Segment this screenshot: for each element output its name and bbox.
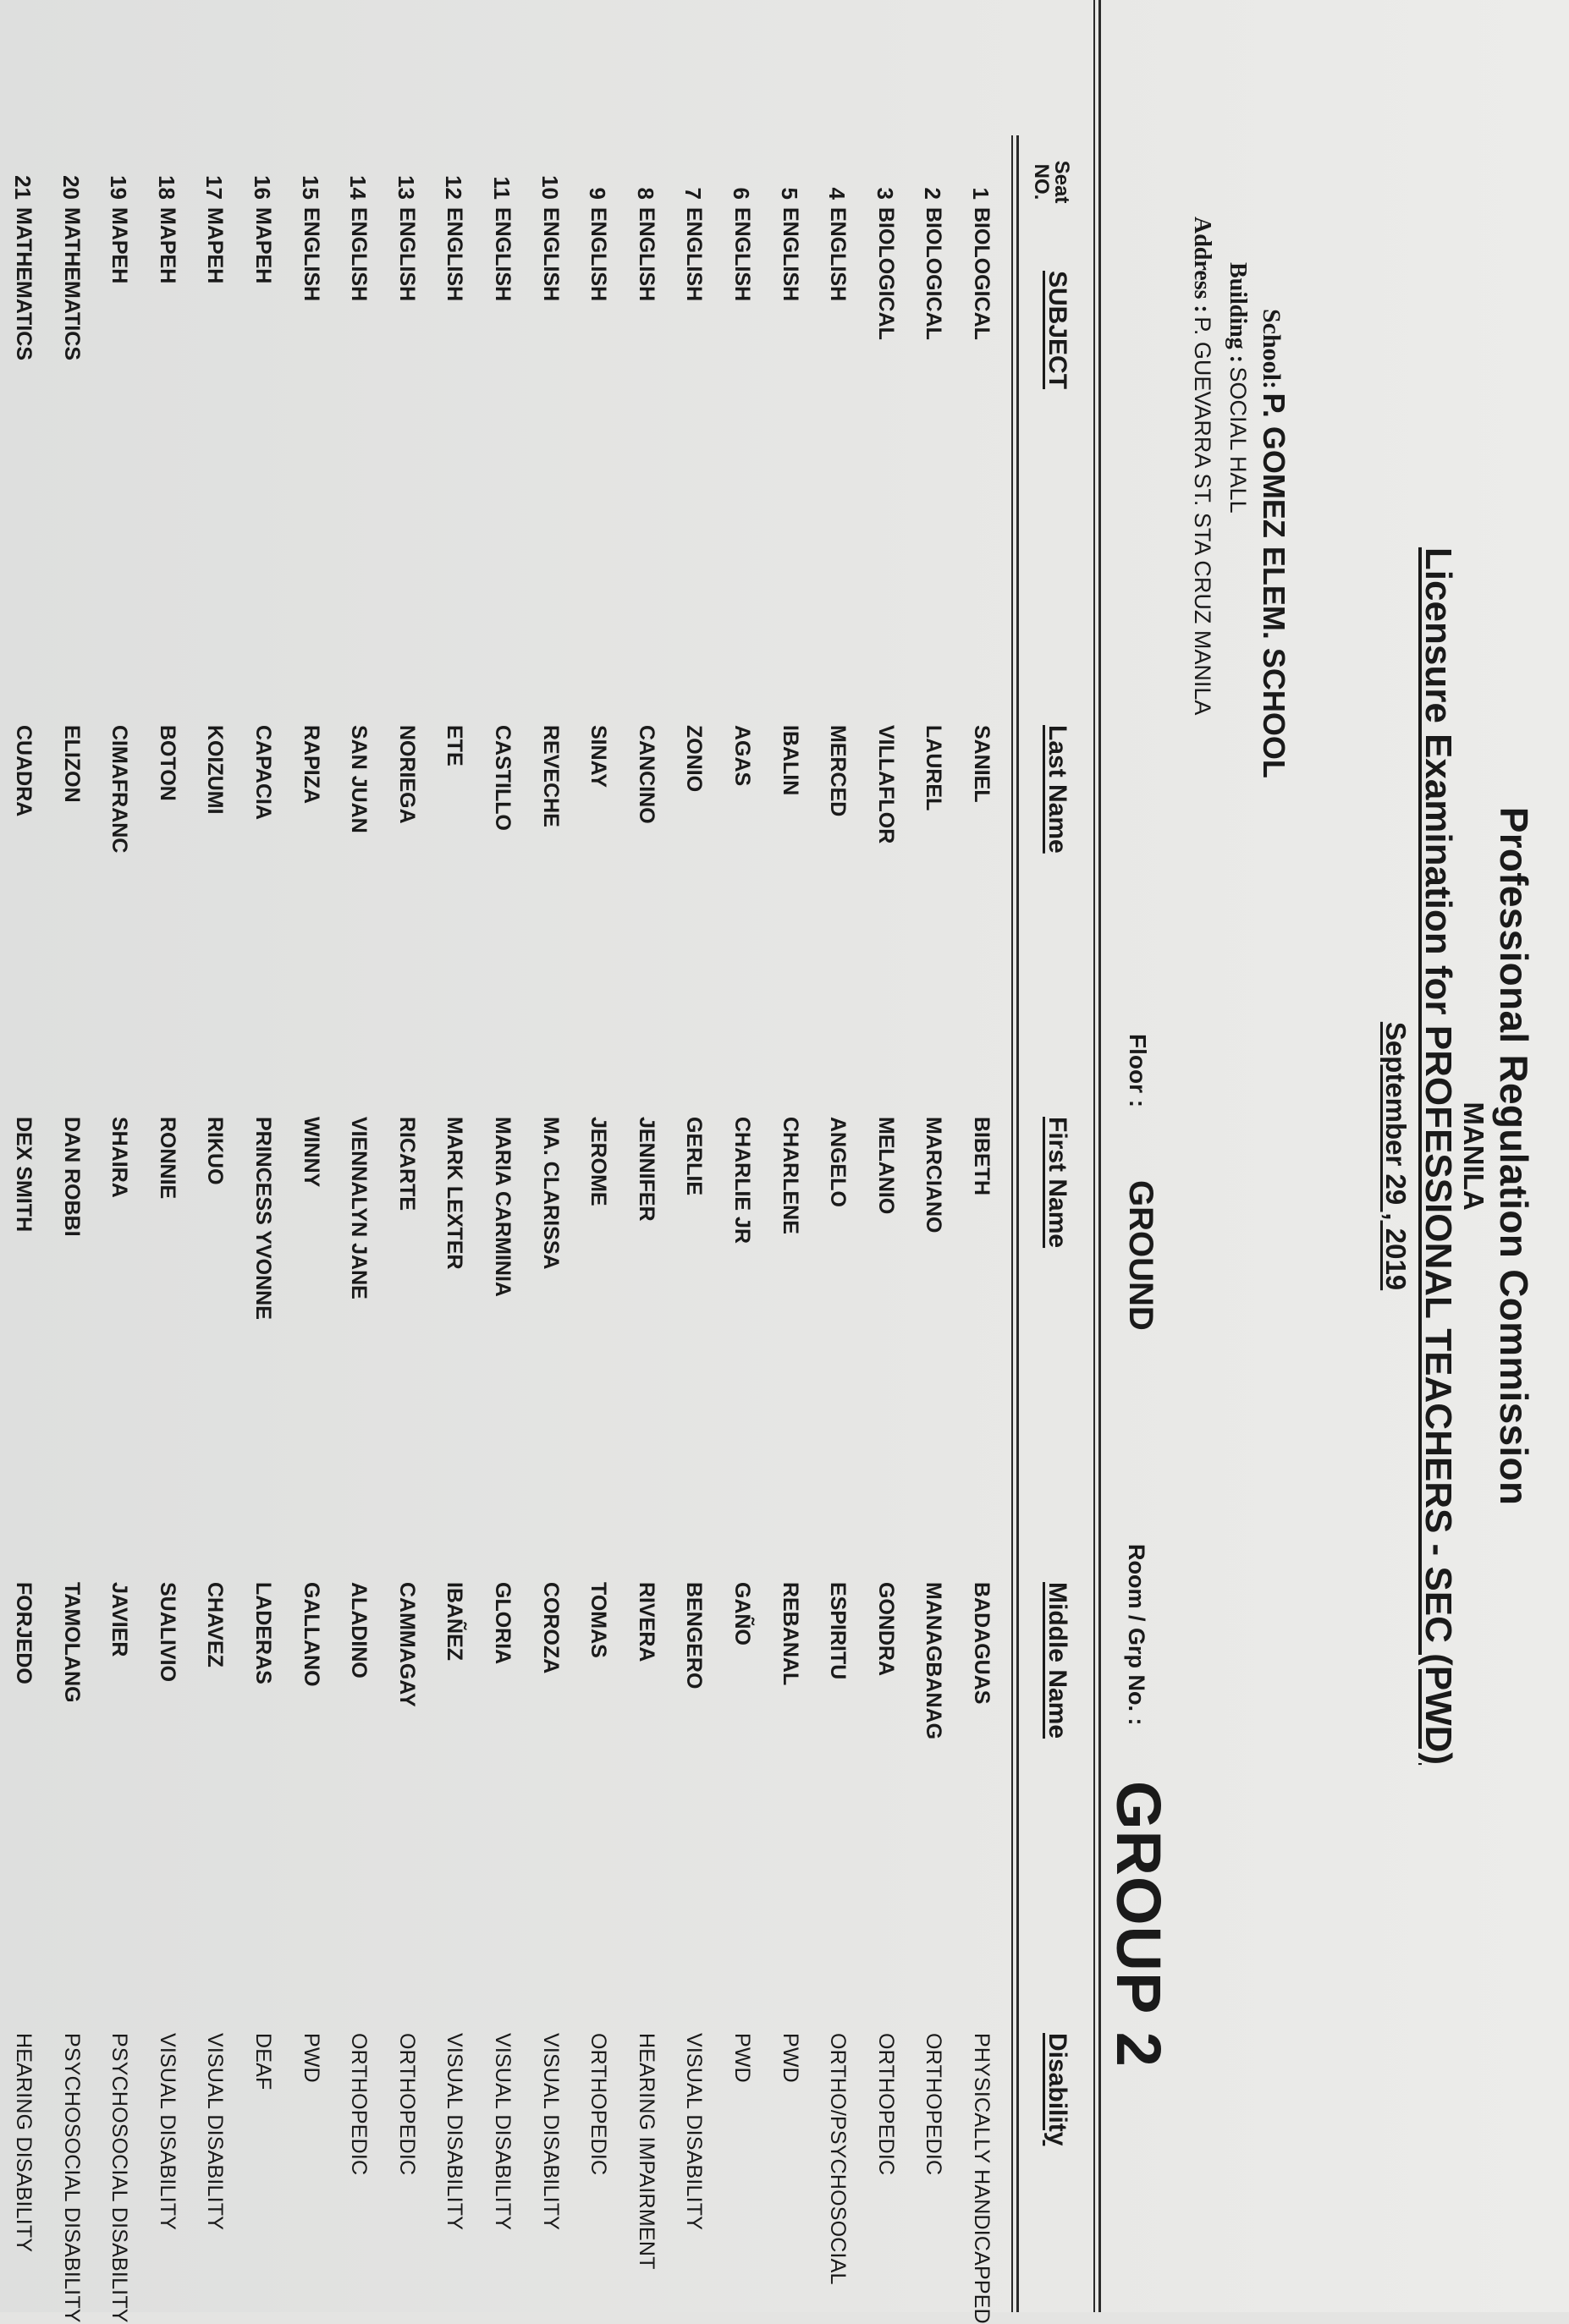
room-label: Room / Grp No. : [1124, 1544, 1149, 1726]
subject-cell: BIOLOGICAL [970, 207, 994, 340]
subject-cell: ENGLISH [443, 207, 467, 302]
column-header-last-name: Last Name [1043, 725, 1071, 854]
first-name-cell: RIKUO [203, 1117, 228, 1185]
disability-cell: HEARING IMPAIRMENT [634, 2033, 658, 2270]
disability-cell: HEARING DISABILITY [12, 2033, 36, 2253]
header-divider [1098, 0, 1101, 2312]
middle-name-cell: ALADINO [347, 1582, 372, 1678]
floor-value: GROUND [1122, 1180, 1159, 1331]
first-name-cell: GERLIE [682, 1117, 707, 1196]
first-name-cell: RONNIE [155, 1117, 179, 1200]
first-name-cell: BIBETH [970, 1117, 994, 1196]
table-row [36, 0, 84, 2323]
disability-cell: ORTHOPEDIC [347, 2033, 372, 2176]
table-row [850, 0, 898, 2312]
first-name-cell: MARIA CARMINIA [491, 1117, 515, 1297]
disability-cell: VISUAL DISABILITY [443, 2033, 467, 2231]
seat-number: 9 [585, 187, 611, 200]
subject-cell: MAPEH [155, 207, 179, 284]
exam-title: Licensure Examination for PROFESSIONAL TEACHERS - SEC (PWD) [1418, 547, 1459, 1766]
middle-name-cell: FORJEDO [12, 1582, 36, 1684]
subject-cell: ENGLISH [826, 207, 851, 302]
middle-name-cell: GONDRA [873, 1582, 898, 1677]
subject-cell: ENGLISH [682, 207, 707, 302]
last-name-cell: CUADRA [12, 725, 36, 817]
first-name-cell: PRINCESS YVONNE [251, 1117, 276, 1320]
subject-cell: MATHEMATICS [12, 207, 36, 360]
table-row [898, 0, 946, 2312]
last-name-cell: SANIEL [970, 725, 994, 803]
table-row [84, 0, 132, 2323]
last-name-cell: SAN JUAN [347, 725, 372, 833]
table-row [802, 0, 851, 2312]
disability-cell: ORTHOPEDIC [922, 2033, 946, 2176]
group-value: GROUP 2 [1104, 1781, 1174, 2068]
subject-cell: ENGLISH [586, 207, 611, 302]
seat-number: 6 [729, 187, 755, 200]
last-name-cell: REVECHE [538, 725, 563, 827]
middle-name-cell: ESPIRITU [826, 1582, 851, 1680]
seat-number: 2 [920, 187, 946, 200]
first-name-cell: MARCIANO [922, 1117, 946, 1233]
middle-name-cell: CHAVEZ [203, 1582, 228, 1667]
first-name-cell: DEX SMITH [12, 1117, 36, 1233]
middle-name-cell: COROZA [538, 1582, 563, 1674]
commission-title: Professional Regulation Commission [1492, 806, 1536, 1506]
last-name-cell: CANCINO [634, 725, 658, 824]
seat-number: 8 [632, 187, 658, 200]
seat-number: 19 [106, 175, 132, 200]
middle-name-cell: JAVIER [107, 1582, 132, 1657]
table-row [179, 0, 228, 2312]
seat-number: 5 [776, 187, 802, 200]
subject-cell: ENGLISH [491, 207, 515, 302]
seat-number: 20 [58, 175, 84, 200]
seat-number: 12 [441, 175, 467, 200]
middle-name-cell: TAMOLANG [59, 1582, 84, 1703]
last-name-cell: CAPACIA [251, 725, 276, 821]
table-row [371, 0, 419, 2312]
disability-cell: VISUAL DISABILITY [491, 2033, 515, 2231]
seat-number: 21 [10, 175, 36, 200]
last-name-cell: CASTILLO [491, 725, 515, 831]
seat-number: 15 [297, 175, 323, 200]
middle-name-cell: TOMAS [586, 1582, 611, 1658]
middle-name-cell: BENGERO [682, 1582, 707, 1689]
address-value: P. GUEVARRA ST. STA CRUZ MANILA [1190, 316, 1215, 716]
address-label: Address : [1189, 217, 1215, 313]
table-row [323, 0, 372, 2312]
table-row [754, 0, 802, 2312]
column-header-disability: Disability [1043, 2033, 1071, 2146]
first-name-cell: SHAIRA [107, 1117, 132, 1198]
first-name-cell: DAN ROBBI [59, 1117, 84, 1237]
floor-room-row [1104, 0, 1174, 2312]
subject-cell: BIOLOGICAL [873, 207, 898, 340]
column-header-middle-name: Middle Name [1043, 1582, 1071, 1739]
disability-cell: VISUAL DISABILITY [155, 2033, 179, 2231]
disability-cell: ORTHOPEDIC [873, 2033, 898, 2176]
first-name-cell: WINNY [299, 1117, 323, 1188]
last-name-cell: SINAY [586, 725, 611, 788]
seat-number: 4 [824, 187, 851, 200]
subject-cell: ENGLISH [394, 207, 419, 302]
subject-cell: ENGLISH [299, 207, 323, 302]
subject-cell: ENGLISH [778, 207, 802, 302]
disability-cell: VISUAL DISABILITY [203, 2033, 228, 2231]
seat-number: 11 [489, 176, 515, 200]
middle-name-cell: CAMMAGAY [394, 1582, 419, 1707]
first-name-cell: MA. CLARISSA [538, 1117, 563, 1270]
first-name-cell: JEROME [586, 1117, 611, 1206]
column-header-seat: Seat NO. [1030, 160, 1073, 204]
middle-name-cell: GALLANO [299, 1582, 323, 1687]
seat-number: 3 [872, 187, 898, 200]
header-divider-thin [1093, 0, 1095, 2312]
seat-number: 1 [968, 187, 994, 200]
table-row [419, 0, 467, 2312]
building-name: SOCIAL HALL [1225, 366, 1251, 514]
last-name-cell: NORIEGA [394, 725, 419, 824]
table-row [658, 0, 707, 2312]
disability-cell: ORTHOPEDIC [586, 2033, 611, 2176]
table-row [131, 0, 179, 2312]
seat-number: 13 [393, 175, 419, 200]
table-row [945, 0, 994, 2324]
last-name-cell: ZONIO [682, 725, 707, 793]
disability-cell: ORTHO/PSYCHOSOCIAL [826, 2033, 851, 2285]
last-name-cell: CIMAFRANC [107, 725, 132, 854]
column-header-subject: SUBJECT [1043, 271, 1071, 390]
subject-cell: MATHEMATICS [59, 207, 84, 360]
first-name-cell: VIENNALYN JANE [347, 1117, 372, 1299]
building-label: Building : [1225, 262, 1251, 364]
first-name-cell: CHARLENE [778, 1117, 802, 1234]
subject-cell: ENGLISH [730, 207, 755, 302]
disability-cell: DEAF [251, 2033, 276, 2091]
disability-cell: ORTHOPEDIC [394, 2033, 419, 2176]
disability-cell: PSYCHOSOCIAL DISABILITY [59, 2033, 84, 2323]
table-row [275, 0, 323, 2312]
subject-cell: ENGLISH [634, 207, 658, 302]
first-name-cell: CHARLIE JR [730, 1117, 755, 1244]
first-name-cell: MARK LEXTER [443, 1117, 467, 1270]
table-row [0, 0, 36, 2312]
middle-name-cell: GLORIA [491, 1582, 515, 1665]
seat-number: 17 [201, 175, 228, 200]
seat-number: 16 [250, 175, 276, 200]
disability-cell: VISUAL DISABILITY [682, 2033, 707, 2231]
last-name-cell: KOIZUMI [203, 725, 228, 815]
middle-name-cell: RIVERA [634, 1582, 658, 1662]
first-name-cell: MELANIO [873, 1117, 898, 1215]
subject-cell: MAPEH [203, 207, 228, 284]
disability-cell: VISUAL DISABILITY [538, 2033, 563, 2231]
subject-cell: ENGLISH [538, 207, 563, 302]
first-name-cell: ANGELO [826, 1117, 851, 1207]
first-name-cell: JENNIFER [634, 1117, 658, 1222]
floor-label: Floor : [1125, 1034, 1151, 1108]
disability-cell: PSYCHOSOCIAL DISABILITY [107, 2033, 132, 2323]
seat-number: 14 [345, 175, 372, 200]
table-row [563, 0, 611, 2312]
middle-name-cell: SUALIVIO [155, 1582, 179, 1683]
last-name-cell: MERCED [826, 725, 851, 817]
first-name-cell: RICARTE [394, 1117, 419, 1211]
last-name-cell: VILLAFLOR [873, 725, 898, 844]
last-name-cell: RAPIZA [299, 725, 323, 805]
table-row [228, 0, 276, 2312]
subject-cell: MAPEH [251, 207, 276, 284]
seat-number: 10 [537, 175, 563, 200]
disability-cell: PWD [299, 2033, 323, 2083]
subject-cell: ENGLISH [347, 207, 372, 302]
table-row [706, 0, 754, 2312]
last-name-cell: ETE [443, 725, 467, 766]
seat-number: 18 [153, 175, 179, 200]
table-row [515, 0, 563, 2312]
disability-cell: PHYSICALLY HANDICAPPED [970, 2033, 994, 2324]
subject-cell: MAPEH [107, 207, 132, 284]
disability-cell: PWD [730, 2033, 755, 2083]
last-name-cell: BOTON [155, 725, 179, 801]
subject-cell: BIOLOGICAL [922, 207, 946, 340]
middle-name-cell: GAÑO [730, 1582, 755, 1645]
last-name-cell: AGAS [730, 725, 755, 787]
middle-name-cell: LADERAS [251, 1582, 276, 1684]
school-label: School: [1258, 309, 1285, 390]
middle-name-cell: REBANAL [778, 1582, 802, 1686]
middle-name-cell: IBAÑEZ [443, 1582, 467, 1662]
exam-date: September 29 , 2019 [1380, 1021, 1412, 1291]
building-info [1224, 262, 1251, 514]
middle-name-cell: MANAGBANAG [922, 1582, 946, 1740]
disability-cell: PWD [778, 2033, 802, 2083]
school-name: P. GOMEZ ELEM. SCHOOL [1257, 393, 1291, 778]
last-name-cell: LAUREL [922, 725, 946, 811]
school-info [1256, 309, 1291, 778]
city-title: MANILA [1458, 1102, 1489, 1211]
table-header-divider-thin [1011, 135, 1013, 2312]
last-name-cell: ELIZON [59, 725, 84, 803]
seat-number: 7 [680, 187, 707, 200]
table-row [466, 0, 515, 2312]
table-row [610, 0, 658, 2312]
table-header-divider [1016, 135, 1019, 2312]
address-info [1188, 217, 1215, 715]
column-header-first-name: First Name [1043, 1117, 1071, 1249]
last-name-cell: IBALIN [778, 725, 802, 796]
middle-name-cell: BADAGUAS [970, 1582, 994, 1705]
